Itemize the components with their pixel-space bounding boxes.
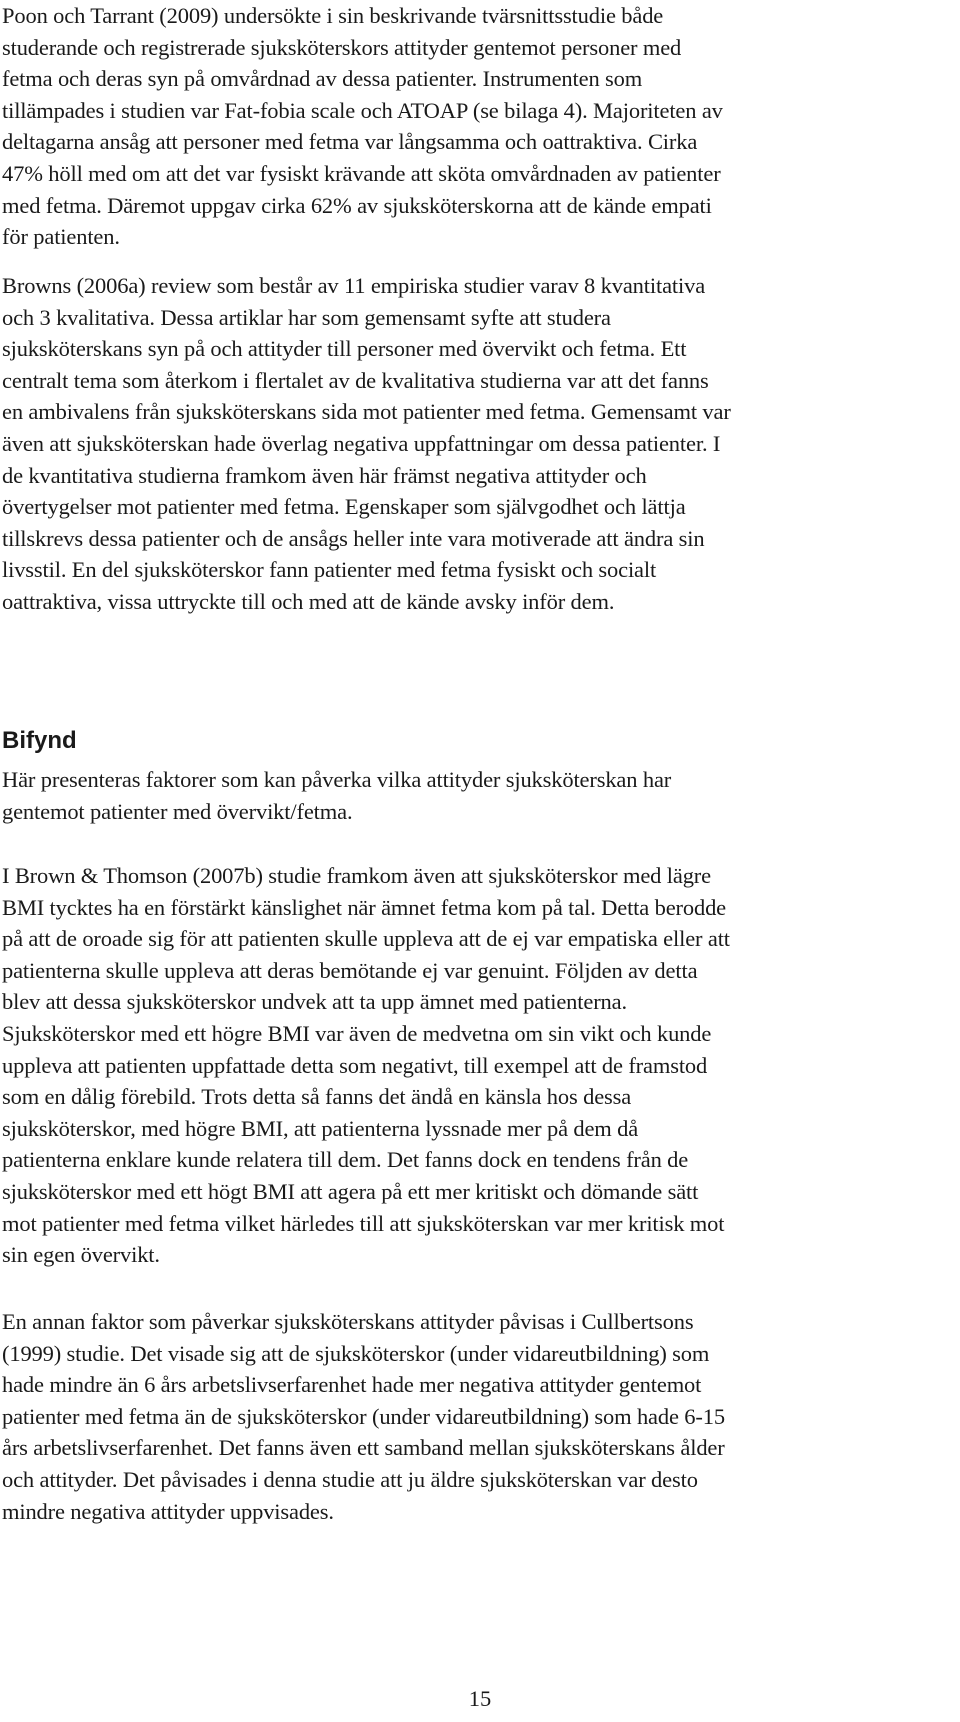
text-line: (1999) studie. Det visade sig att de sjuksköterskor (under vidareutbildning) som: [2, 1340, 710, 1366]
paragraph-brown-thomson: [2, 860, 952, 1271]
text-line: fetma och deras syn på omvårdnad av dessa patienter. Instrumenten som: [2, 66, 643, 92]
paragraph-browns-review: [2, 270, 952, 618]
text-line: blev att dessa sjuksköterskor undvek att ta upp ämnet med patienterna.: [2, 989, 627, 1015]
text-line: 47% höll med om att det var fysiskt krävande att sköta omvårdnaden av patienter: [2, 160, 721, 186]
text-line: Poon och Tarrant (2009) undersökte i sin beskrivande tvärsnittsstudie både: [2, 3, 664, 28]
text-line: med fetma. Däremot uppgav cirka 62% av sjuksköterskorna att de kände empati: [2, 192, 712, 218]
section-heading: Bifynd: [2, 727, 77, 754]
text-line: En annan faktor som påverkar sjuksköterskans attityder påvisas i Cullbertsons: [2, 1309, 694, 1334]
text-line: centralt tema som återkom i flertalet av de kvalitativa studierna var att det fanns: [2, 367, 709, 393]
text-line: hade mindre än 6 års arbetslivserfarenhet hade mer negativa attityder gentemot: [2, 1372, 702, 1398]
text-line: även att sjuksköterskan hade överlag negativa uppfattningar om dessa patienter. I: [2, 430, 721, 456]
text-line: gentemot patienter med övervikt/fetma.: [2, 798, 353, 824]
text-line: mot patienter med fetma vilket härledes till att sjuksköterskan var mer kritisk mot: [2, 1210, 725, 1236]
paragraph-poon-tarrant: [2, 0, 952, 253]
text-line: BMI tycktes ha en förstärkt känslighet när ämnet fetma kom på tal. Detta berodde: [2, 894, 727, 920]
text-line: tillämpades i studien var Fat-fobia scale och ATOAP (se bilaga 4). Majoriteten av: [2, 97, 723, 123]
text-line: patienter med fetma än de sjuksköterskor (under vidareutbildning) som hade 6-15: [2, 1403, 725, 1429]
text-line: uppleva att patienten uppfattade detta som negativt, till exempel att de framstod: [2, 1052, 708, 1078]
text-line: tillskrevs dessa patienter och de ansågs heller inte vara motiverade att ändra sin: [2, 525, 705, 551]
paragraph-cullbertson: [2, 1306, 952, 1527]
text-line: en ambivalens från sjuksköterskans sida mot patienter med fetma. Gemensamt var: [2, 399, 731, 425]
text-line: för patienten.: [2, 224, 120, 250]
text-line: mindre negativa attityder uppvisades.: [2, 1498, 334, 1524]
text-line: och attityder. Det påvisades i denna studie att ju äldre sjuksköterskan var desto: [2, 1466, 698, 1492]
text-line: patienterna skulle uppleva att deras bemötande ej var genuint. Följden av detta: [2, 957, 698, 983]
text-line: sjuksköterskor, med högre BMI, att patienterna lyssnade mer på dem då: [2, 1115, 639, 1141]
text-line: och 3 kvalitativa. Dessa artiklar har som gemensamt syfte att studera: [2, 304, 611, 330]
text-line: Här presenteras faktorer som kan påverka vilka attityder sjuksköterskan har: [2, 767, 672, 792]
text-line: på att de oroade sig för att patienten skulle uppleva att de ej var empatiska eller att: [2, 926, 730, 952]
paragraph-bifynd-intro: [2, 764, 952, 827]
text-line: I Brown & Thomson (2007b) studie framkom även att sjuksköterskor med lägre: [2, 863, 711, 888]
text-line: oattraktiva, vissa uttryckte till och med att de kände avsky inför dem.: [2, 588, 615, 614]
text-line: års arbetslivserfarenhet. Det fanns även ett samband mellan sjuksköterskans ålder: [2, 1435, 725, 1461]
text-line: sin egen övervikt.: [2, 1242, 160, 1268]
text-line: som en dålig förebild. Trots detta så fanns det ändå en känsla hos dessa: [2, 1084, 632, 1110]
text-line: livsstil. En del sjuksköterskor fann patienter med fetma fysiskt och socialt: [2, 557, 657, 583]
page-number: 15: [468, 1686, 492, 1711]
text-line: övertygelser mot patienter med fetma. Egenskaper som självgodhet och lättja: [2, 494, 686, 520]
text-line: studerande och registrerade sjuksköterskors attityder gentemot personer med: [2, 34, 682, 60]
text-line: sjuksköterskans syn på och attityder till personer med övervikt och fetma. Ett: [2, 336, 687, 362]
text-line: Sjuksköterskor med ett högre BMI var även de medvetna om sin vikt och kunde: [2, 1020, 712, 1046]
text-line: deltagarna ansåg att personer med fetma var långsamma och oattraktiva. Cirka: [2, 129, 698, 155]
text-line: sjuksköterskor med ett högt BMI att agera på ett mer kritiskt och dömande sätt: [2, 1178, 699, 1204]
text-line: patienterna enklare kunde relatera till dem. Det fanns dock en tendens från de: [2, 1147, 689, 1173]
text-line: Browns (2006a) review som består av 11 empiriska studier varav 8 kvantitativa: [2, 273, 706, 298]
text-line: de kvantitativa studierna framkom även här främst negativa attityder och: [2, 462, 647, 488]
